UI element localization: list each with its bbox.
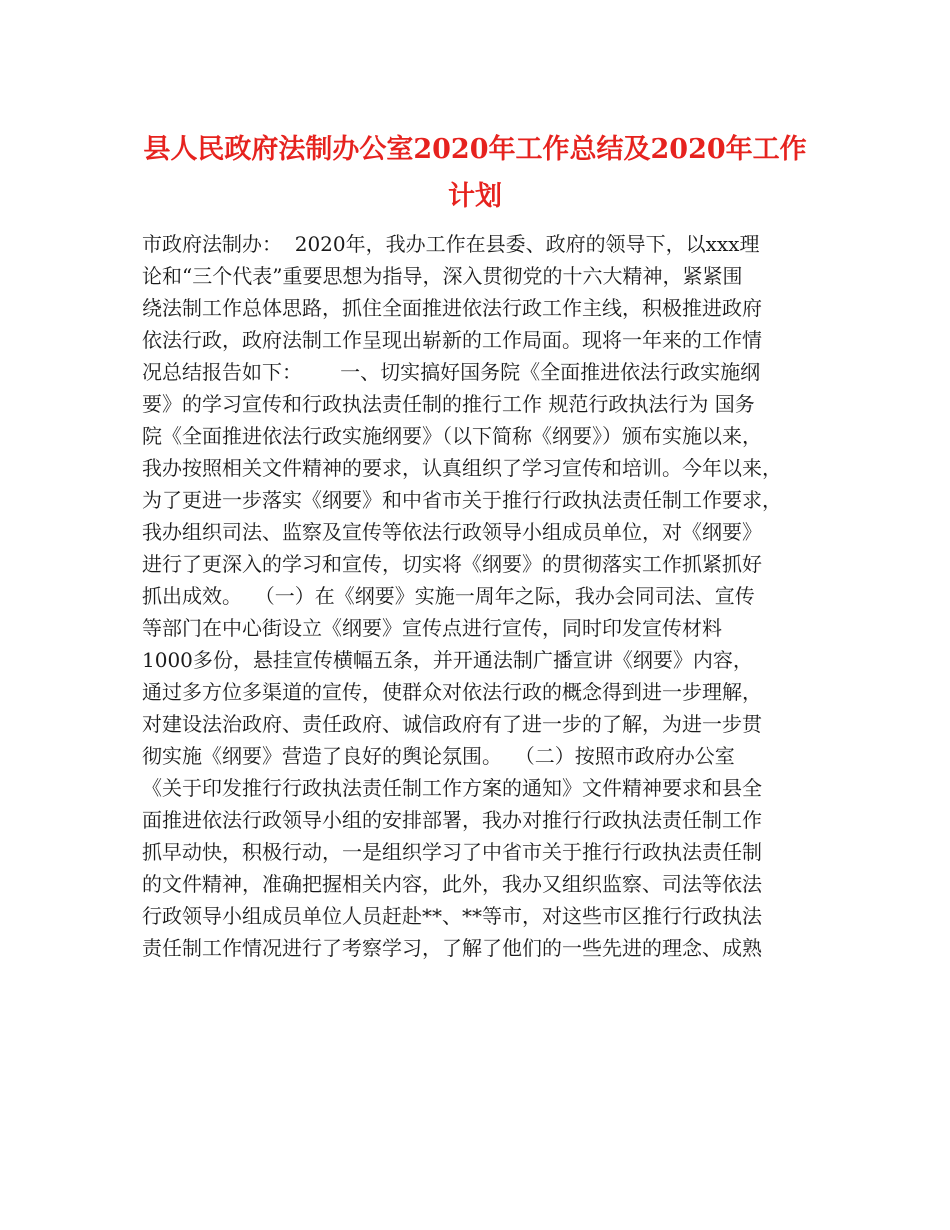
body-line: 的文件精神，准确把握相关内容，此外，我办又组织监察、司法等依法	[142, 872, 762, 896]
body-line: 抓早动快，积极行动，一是组织学习了中省市关于推行行政执法责任制	[142, 840, 762, 864]
body-line: 要》的学习宣传和行政执法责任制的推行工作 规范行政执法行为 国务	[142, 392, 755, 416]
body-line: 通过多方位多渠道的宣传，使群众对依法行政的概念得到进一步理解，	[142, 680, 762, 704]
body-line: 1000多份，悬挂宣传横幅五条，并开通法制广播宣讲《纲要》内容，	[142, 648, 753, 672]
body-line: 依法行政，政府法制工作呈现出崭新的工作局面。现将一年来的工作情	[142, 328, 762, 352]
body-line: 院《全面推进依法行政实施纲要》（以下简称《纲要》）颁布实施以来，	[142, 424, 762, 448]
body-line: 抓出成效。 （一）在《纲要》实施一周年之际，我办会同司法、宣传	[142, 584, 755, 608]
body-line: 论和“三个代表”重要思想为指导，深入贯彻党的十六大精神，紧紧围	[142, 264, 743, 288]
body-line: 我办按照相关文件精神的要求，认真组织了学习宣传和培训。今年以来，	[142, 456, 782, 480]
body-line: 《关于印发推行行政执法责任制工作方案的通知》文件精神要求和县全	[142, 776, 762, 800]
body-line: 我办组织司法、监察及宣传等依法行政领导小组成员单位，对《纲要》	[142, 520, 762, 544]
document-title-line-1: 县人民政府法制办公室2020年工作总结及2020年工作	[143, 134, 807, 165]
body-line: 彻实施《纲要》营造了良好的舆论氛围。 （二）按照市政府办公室	[142, 744, 735, 768]
body-line: 面推进依法行政领导小组的安排部署，我办对推行行政执法责任制工作	[142, 808, 762, 832]
body-line: 市政府法制办： 2020年，我办工作在县委、政府的领导下，以xxx理	[142, 232, 760, 256]
body-line: 绕法制工作总体思路，抓住全面推进依法行政工作主线，积极推进政府	[142, 296, 762, 320]
body-line: 为了更进一步落实《纲要》和中省市关于推行行政执法责任制工作要求，	[142, 488, 782, 512]
body-line: 况总结报告如下： 一、切实搞好国务院《全面推进依法行政实施纲	[142, 360, 761, 384]
body-line: 行政领导小组成员单位人员赶赴**、**等市，对这些市区推行行政执法	[142, 904, 762, 928]
body-line: 对建设法治政府、责任政府、诚信政府有了进一步的了解，为进一步贯	[142, 712, 762, 736]
document-title-line-2: 计划	[448, 181, 502, 212]
body-line: 进行了更深入的学习和宣传，切实将《纲要》的贯彻落实工作抓紧抓好	[142, 552, 762, 576]
body-line: 等部门在中心街设立《纲要》宣传点进行宣传，同时印发宣传材料	[142, 616, 722, 640]
body-line: 责任制工作情况进行了考察学习，了解了他们的一些先进的理念、成熟	[142, 936, 762, 960]
